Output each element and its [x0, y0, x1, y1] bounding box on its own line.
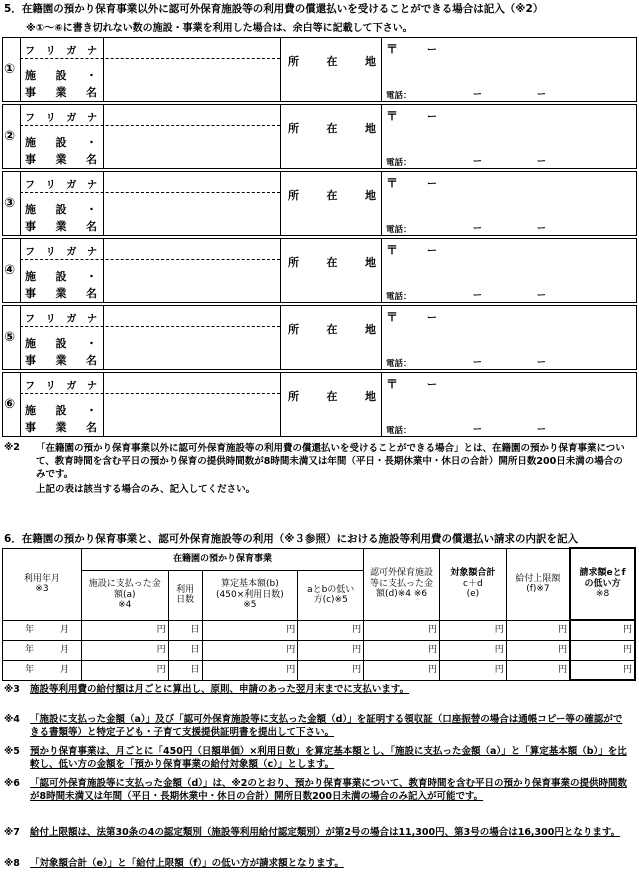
- yen-unit: 円: [156, 664, 166, 675]
- note-mark: ※5: [4, 746, 20, 757]
- furigana-label: フ リ ガ ナ: [25, 381, 97, 392]
- furigana-label: フ リ ガ ナ: [25, 247, 97, 258]
- header-month-note: ※3: [35, 584, 49, 594]
- header-base-note: ※5: [243, 600, 257, 611]
- section5-title: 5．在籍園の預かり保育事業以外に認可外保育施設等の利用費の償還払いを受けることができる場合は記入（※2）: [4, 3, 544, 15]
- postal-mark: 〒: [386, 109, 399, 123]
- yen-unit: 円: [558, 624, 568, 635]
- phone-dash-2: ー: [537, 90, 547, 100]
- address-label: 所 在 地: [288, 323, 376, 336]
- lower-cell[interactable]: [298, 660, 364, 680]
- lower-cell[interactable]: [298, 640, 364, 660]
- header-claim: [570, 548, 635, 620]
- facility-label-1: 施 設 ・: [25, 270, 97, 283]
- furigana-label: フ リ ガ ナ: [25, 314, 97, 325]
- header-paid-label: 施設に支払った金額(a): [88, 579, 161, 600]
- yen-unit: 円: [286, 644, 296, 655]
- facility-label-2: 事 業 名: [25, 220, 97, 233]
- month-cell[interactable]: [3, 640, 82, 660]
- facility-row: [2, 305, 637, 370]
- furigana-input[interactable]: [105, 40, 278, 57]
- year-unit: 年: [25, 644, 35, 655]
- header-month-label: 利用年月: [23, 573, 60, 584]
- days-cell[interactable]: [168, 640, 202, 660]
- ninka-cell[interactable]: [364, 640, 440, 660]
- phone-dash-2: ー: [537, 224, 547, 234]
- phone-dash-1: ー: [473, 157, 483, 167]
- month-unit: 月: [60, 644, 70, 655]
- claim-cell[interactable]: [570, 640, 635, 660]
- furigana-label: フ リ ガ ナ: [25, 113, 97, 124]
- day-unit: 日: [190, 644, 200, 655]
- facility-name-input[interactable]: [105, 127, 278, 167]
- facility-label-2: 事 業 名: [25, 86, 97, 99]
- row-number: ⑥: [4, 397, 16, 412]
- postal-dash: ー: [427, 112, 437, 123]
- facility-label-2: 事 業 名: [25, 287, 97, 300]
- claim-cell[interactable]: [570, 620, 635, 640]
- address-input[interactable]: [385, 257, 633, 283]
- total-cell[interactable]: [439, 660, 506, 680]
- address-input[interactable]: [385, 324, 633, 350]
- limit-cell[interactable]: [506, 640, 570, 660]
- yen-unit: 円: [494, 644, 504, 655]
- furigana-input[interactable]: [105, 174, 278, 191]
- address-label: 所 在 地: [288, 55, 376, 68]
- yen-unit: 円: [352, 624, 362, 635]
- ninka-cell[interactable]: [364, 620, 440, 640]
- yen-unit: 円: [558, 644, 568, 655]
- year-unit: 年: [25, 624, 35, 635]
- facility-label-1: 施 設 ・: [25, 404, 97, 417]
- header-paid-note: ※4: [118, 600, 132, 611]
- facility-name-input[interactable]: [105, 395, 278, 435]
- postal-dash: ー: [427, 380, 437, 391]
- phone-label: 電話：: [386, 359, 412, 369]
- base-cell[interactable]: [202, 660, 298, 680]
- header-group: 在籍園の預かり保育事業: [81, 548, 363, 570]
- note-item: [4, 826, 636, 852]
- furigana-input[interactable]: [105, 107, 278, 124]
- header-limit: [506, 548, 570, 620]
- note2-mark: ※2: [4, 442, 20, 453]
- header-total-e: (e): [466, 589, 480, 600]
- header-month: [3, 548, 82, 620]
- day-unit: 日: [190, 664, 200, 675]
- section5-subtitle: ※①～⑥に書き切れない数の施設・事業を利用した場合は、余白等に記載して下さい。: [26, 23, 413, 34]
- header-total-sub: c＋d: [463, 578, 483, 589]
- phone-dash-1: ー: [473, 224, 483, 234]
- header-base-sub: (450×利用日数): [216, 589, 284, 600]
- lower-cell[interactable]: [298, 620, 364, 640]
- furigana-input[interactable]: [105, 308, 278, 325]
- row-number: ①: [4, 62, 16, 77]
- phone-dash-2: ー: [537, 358, 547, 368]
- yen-unit: 円: [558, 664, 568, 675]
- total-cell[interactable]: [439, 640, 506, 660]
- yen-unit: 円: [427, 664, 437, 675]
- postal-mark: 〒: [386, 310, 399, 324]
- furigana-label: フ リ ガ ナ: [25, 180, 97, 191]
- month-cell[interactable]: [3, 660, 82, 680]
- paid-cell[interactable]: [81, 660, 168, 680]
- phone-label: 電話：: [386, 91, 412, 101]
- yen-unit: 円: [494, 624, 504, 635]
- postal-dash: ー: [427, 246, 437, 257]
- yen-unit: 円: [352, 644, 362, 655]
- phone-dash-2: ー: [537, 291, 547, 301]
- claim-cell[interactable]: [570, 660, 635, 680]
- facility-row: [2, 238, 637, 303]
- note-mark: ※4: [4, 714, 20, 725]
- furigana-label: フ リ ガ ナ: [25, 46, 97, 57]
- postal-dash: ー: [427, 313, 437, 324]
- address-input[interactable]: [385, 391, 633, 417]
- paid-cell[interactable]: [81, 640, 168, 660]
- furigana-input[interactable]: [105, 375, 278, 392]
- phone-dash-1: ー: [473, 425, 483, 435]
- facility-label-2: 事 業 名: [25, 421, 97, 434]
- note-item: [4, 857, 636, 870]
- yen-unit: 円: [352, 664, 362, 675]
- year-unit: 年: [25, 664, 35, 675]
- note-item: [4, 683, 636, 696]
- limit-cell[interactable]: [506, 660, 570, 680]
- postal-mark: 〒: [386, 42, 399, 56]
- note2-text2: 上記の表は該当する場合のみ、記入してください。: [36, 484, 256, 495]
- facility-label-1: 施 設 ・: [25, 69, 97, 82]
- day-unit: 日: [190, 624, 200, 635]
- postal-mark: 〒: [386, 377, 399, 391]
- phone-dash-2: ー: [537, 157, 547, 167]
- facility-label-2: 事 業 名: [25, 153, 97, 166]
- row-number: ④: [4, 263, 16, 278]
- note-text: 預かり保育事業は、月ごとに「450円（日額単価）×利用日数」を算定基本額とし、「施設に支払った金額（a）」と「算定基本額（b）」を比較し、低い方の金額を「預かり保育事業の給付対象額（c）」とします。: [30, 746, 627, 770]
- note-mark: ※6: [4, 778, 20, 789]
- yen-unit: 円: [427, 644, 437, 655]
- yen-unit: 円: [156, 644, 166, 655]
- phone-label: 電話：: [386, 426, 412, 436]
- phone-label: 電話：: [386, 158, 412, 168]
- note-text: 「施設に支払った金額（a）」及び「認可外保育施設等に支払った金額（d）」を証明する領収証（口座振替の場合は通帳コピー等の確認ができる書類等）と特定子ども・子育て支援提供証明書を提出して下さい。: [30, 714, 623, 738]
- facility-name-input[interactable]: [105, 60, 278, 100]
- yen-unit: 円: [622, 664, 632, 675]
- header-paid: [81, 570, 168, 620]
- header-ninka-label: 認可外保育施設等に支払った金額(d)※4 ※6: [370, 568, 434, 600]
- facility-name-input[interactable]: [105, 194, 278, 234]
- yen-unit: 円: [286, 624, 296, 635]
- furigana-input[interactable]: [105, 241, 278, 258]
- header-days: 利用日数: [168, 570, 202, 620]
- postal-mark: 〒: [386, 176, 399, 190]
- header-limit-label: 給付上限額(f)※7: [515, 573, 561, 594]
- note-item: [4, 713, 636, 739]
- facility-row: [2, 37, 637, 102]
- postal-dash: ー: [427, 179, 437, 190]
- note-text: 「認可外保育施設等に支払った金額（d）」は、※2のとおり、預かり保育事業について、教育時間を含む平日の預かり保育事業の提供時間数が8時間未満又は年間（平日・長期休業中・休日の合計）開所日数200日未満の場合のみ記入が可能です。: [30, 778, 628, 802]
- facility-label-1: 施 設 ・: [25, 203, 97, 216]
- facility-label-1: 施 設 ・: [25, 136, 97, 149]
- facility-name-input[interactable]: [105, 261, 278, 301]
- facility-row: [2, 372, 637, 437]
- address-input[interactable]: [385, 190, 633, 216]
- header-claim-note: ※8: [595, 589, 610, 600]
- paid-cell[interactable]: [81, 620, 168, 640]
- phone-dash-1: ー: [473, 90, 483, 100]
- ninka-cell[interactable]: [364, 660, 440, 680]
- row-number: ③: [4, 196, 16, 211]
- note-text: 給付上限額は、法第30条の4の認定類別（施設等利用給付認定類別）が第2号の場合は11,300円、第3号の場合は16,300円となります。: [30, 827, 621, 838]
- note-item: [4, 745, 636, 771]
- postal-dash: ー: [427, 45, 437, 56]
- phone-label: 電話：: [386, 225, 412, 235]
- phone-label: 電話：: [386, 292, 412, 302]
- address-label: 所 在 地: [288, 256, 376, 269]
- yen-unit: 円: [286, 664, 296, 675]
- note-mark: ※7: [4, 827, 20, 838]
- note-mark: ※8: [4, 858, 20, 869]
- phone-dash-1: ー: [473, 358, 483, 368]
- yen-unit: 円: [427, 624, 437, 635]
- header-total: [439, 548, 506, 620]
- note-text: 「対象額合計（e）」と「給付上限額（f）」の低い方が請求額となります。: [30, 858, 344, 869]
- note2-text: 「在籍園の預かり保育事業以外に認可外保育施設等の利用費の償還払いを受けることができる場合」とは、在籍園の預かり保育事業について、教育時間を含む平日の預かり保育の提供時間数が8時間未満又は年間（平日・長期休業中・休日の合計）開所日数200日未満の場合のみです。: [36, 443, 625, 480]
- month-cell[interactable]: [3, 620, 82, 640]
- yen-unit: 円: [156, 624, 166, 635]
- note-text: 施設等利用費の給付額は月ごとに算出し、原則、申請のあった翌月末までに支払います。: [30, 684, 410, 695]
- claim-table: [2, 547, 636, 681]
- phone-dash-2: ー: [537, 425, 547, 435]
- address-label: 所 在 地: [288, 122, 376, 135]
- facility-label-1: 施 設 ・: [25, 337, 97, 350]
- base-cell[interactable]: [202, 640, 298, 660]
- address-input[interactable]: [385, 56, 633, 82]
- yen-unit: 円: [494, 664, 504, 675]
- note-item: [4, 777, 636, 816]
- yen-unit: 円: [622, 644, 632, 655]
- header-lower: aとbの低い方(c)※5: [298, 570, 364, 620]
- header-ninka: [364, 548, 440, 620]
- facility-name-input[interactable]: [105, 328, 278, 368]
- days-cell[interactable]: [168, 660, 202, 680]
- address-label: 所 在 地: [288, 390, 376, 403]
- month-unit: 月: [60, 664, 70, 675]
- claim-row: [3, 620, 636, 640]
- header-claim-label: 請求額eとfの低い方: [579, 568, 626, 589]
- facility-row: [2, 171, 637, 236]
- section6-title: 6．在籍園の預かり保育事業と、認可外保育施設等の利用（※３参照）における施設等利用費の償還払い請求の内訳を記入: [4, 533, 579, 545]
- address-label: 所 在 地: [288, 189, 376, 202]
- base-cell[interactable]: [202, 620, 298, 640]
- phone-dash-1: ー: [473, 291, 483, 301]
- claim-row: [3, 640, 636, 660]
- note-mark: ※3: [4, 684, 20, 695]
- row-number: ②: [4, 129, 16, 144]
- facility-label-2: 事 業 名: [25, 354, 97, 367]
- address-input[interactable]: [385, 123, 633, 149]
- row-number: ⑤: [4, 330, 16, 345]
- header-total-label: 対象額合計: [450, 568, 496, 579]
- month-unit: 月: [60, 624, 70, 635]
- postal-mark: 〒: [386, 243, 399, 257]
- header-base-label: 算定基本額(b): [221, 579, 279, 590]
- days-cell[interactable]: [168, 620, 202, 640]
- facility-row: [2, 104, 637, 169]
- limit-cell[interactable]: [506, 620, 570, 640]
- header-base: [202, 570, 298, 620]
- claim-row: [3, 660, 636, 680]
- yen-unit: 円: [622, 625, 632, 636]
- total-cell[interactable]: [439, 620, 506, 640]
